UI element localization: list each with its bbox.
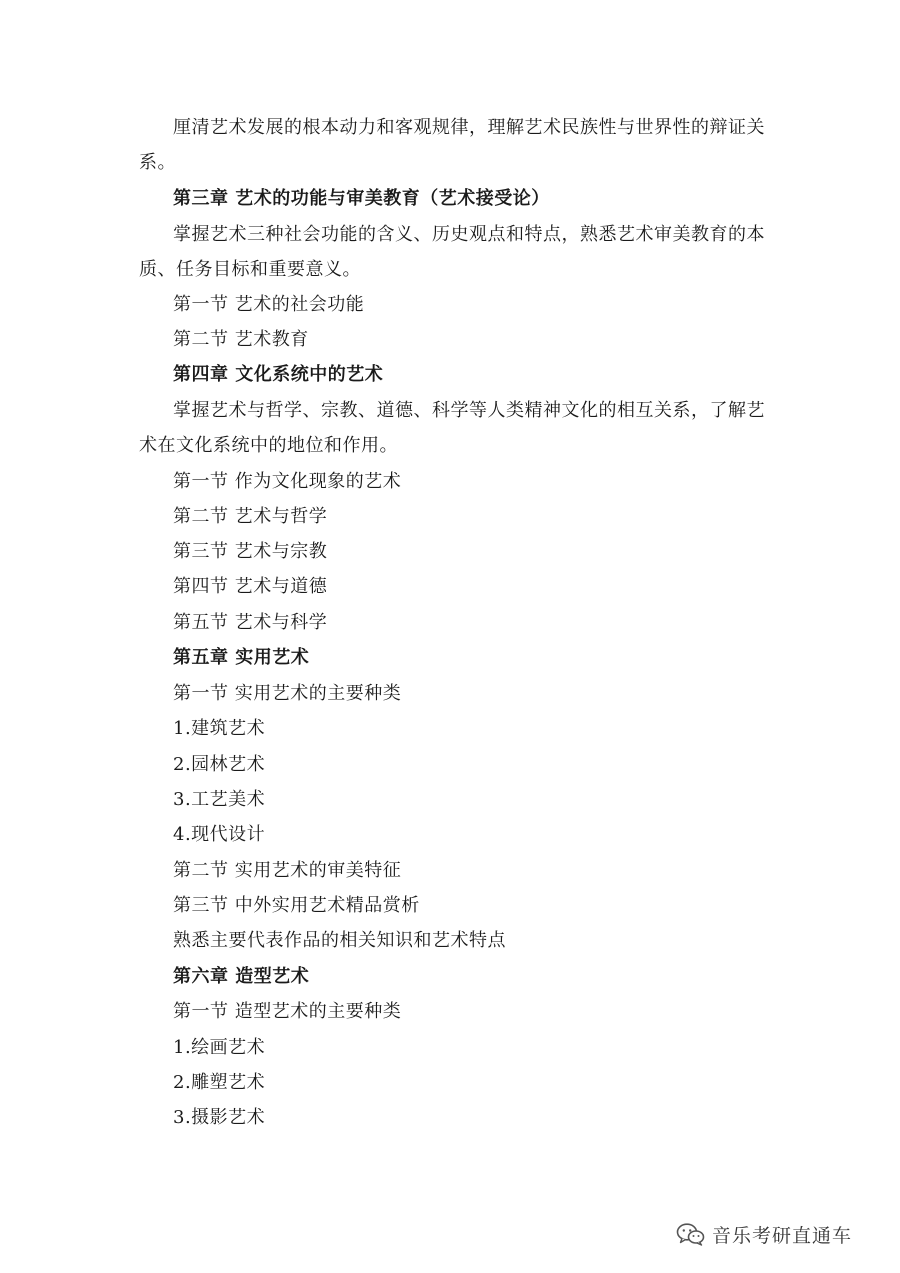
watermark [676,1219,852,1249]
section-heading: 第一节 作为文化现象的艺术 [173,471,402,492]
list-item: 1.建筑艺术 [173,718,266,739]
paragraph-line: 掌握艺术三种社会功能的含义、历史观点和特点，熟悉艺术审美教育的本 [173,224,765,245]
paragraph-line: 厘清艺术发展的根本动力和客观规律，理解艺术民族性与世界性的辩证关 [173,117,765,138]
list-item: 2.雕塑艺术 [173,1072,266,1093]
section-heading: 第一节 造型艺术的主要种类 [173,1001,402,1022]
section-heading: 第三节 中外实用艺术精品赏析 [173,895,420,916]
paragraph-line: 质、任务目标和重要意义。 [139,259,361,280]
chapter-heading: 第五章 实用艺术 [173,647,310,668]
chapter-heading: 第三章 艺术的功能与审美教育（艺术接受论） [173,188,550,209]
watermark-text: 音乐考研直通车 [712,1224,853,1247]
list-item: 1.绘画艺术 [173,1037,266,1058]
section-heading: 第四节 艺术与道德 [173,576,328,597]
section-heading: 第二节 艺术教育 [173,329,309,350]
section-heading: 第五节 艺术与科学 [173,612,328,633]
paragraph-line: 掌握艺术与哲学、宗教、道德、科学等人类精神文化的相互关系，了解艺 [173,400,765,421]
list-item: 3.工艺美术 [173,789,266,810]
section-heading: 第一节 实用艺术的主要种类 [173,683,402,704]
section-heading: 第二节 实用艺术的审美特征 [173,860,402,881]
chapter-heading: 第四章 文化系统中的艺术 [173,364,384,385]
paragraph-line: 术在文化系统中的地位和作用。 [139,435,398,456]
wechat-icon [676,1222,706,1246]
section-heading: 第一节 艺术的社会功能 [173,294,365,315]
section-heading: 第二节 艺术与哲学 [173,506,328,527]
paragraph-line: 系。 [139,152,176,173]
list-item: 4.现代设计 [173,824,266,845]
list-item: 3.摄影艺术 [173,1107,266,1128]
paragraph-line: 熟悉主要代表作品的相关知识和艺术特点 [173,930,506,951]
list-item: 2.园林艺术 [173,754,266,775]
chapter-heading: 第六章 造型艺术 [173,966,310,987]
section-heading: 第三节 艺术与宗教 [173,541,328,562]
